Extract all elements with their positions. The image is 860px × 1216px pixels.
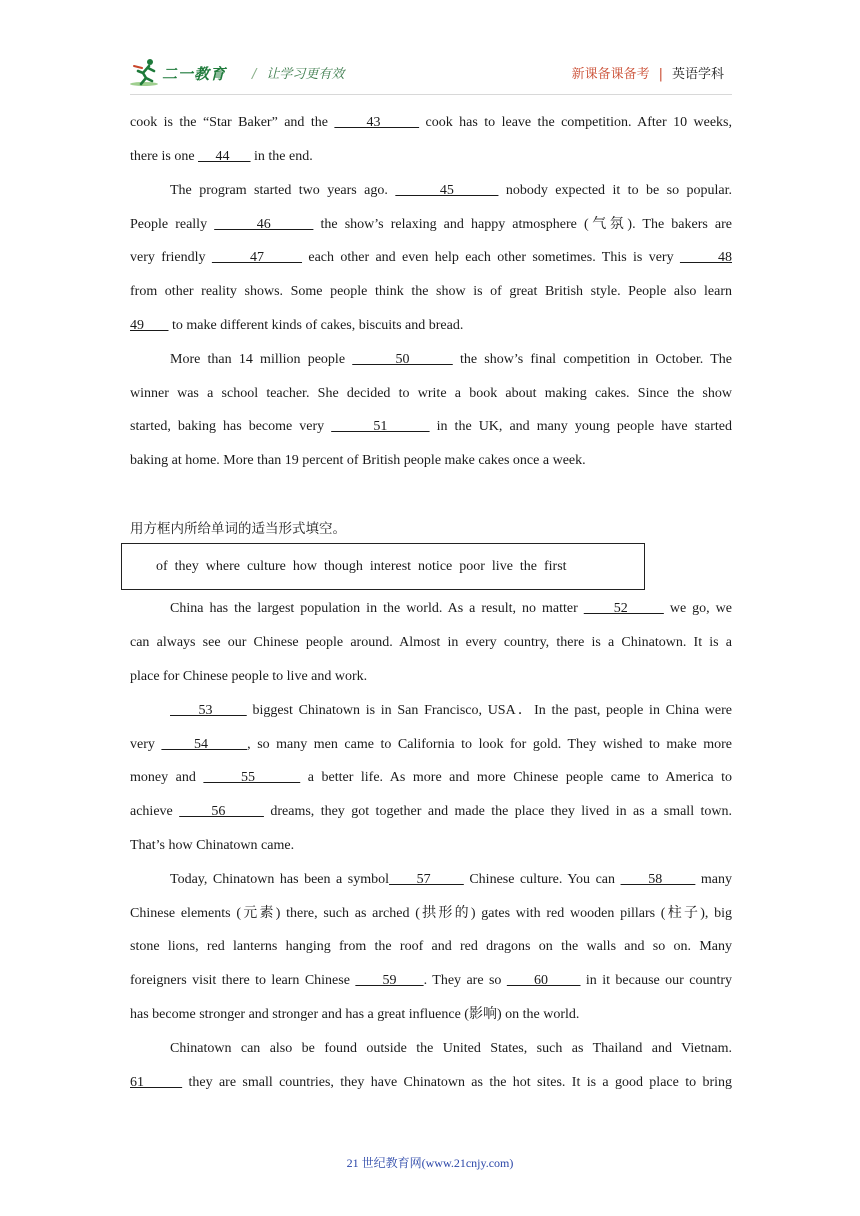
brand-logo (130, 56, 240, 88)
passage2-line-6: money and 55 a better life. As more and more Chinese people came to America to (130, 770, 733, 785)
blank-43: 43 (334, 115, 420, 130)
blank-61: 61 (130, 1075, 183, 1090)
passage1-line-11: baking at home. More than 19 percent of British people make cakes once a week. (130, 453, 586, 468)
blank-46: 46 (214, 217, 314, 232)
blank-55: 55 (203, 770, 301, 785)
subject-label: 英语学科 (671, 67, 724, 82)
passage1-line-4: People really 46 the show’s relaxing and happy atmosphere (气氛). The bakers are (130, 217, 733, 232)
passage2-line-14: Chinatown can also be found outside the United States, such as Thailand and Vietnam. (170, 1041, 732, 1056)
slash-divider: / (252, 67, 257, 82)
blank-44: 44 (198, 149, 251, 164)
passage1-line-9: winner was a school teacher. She decided to write a book about making cakes. Since the show (130, 386, 732, 401)
passage2-line-7: achieve 56 dreams, they got together and made the place they lived in as a small town. (130, 804, 733, 819)
blank-51: 51 (331, 419, 430, 434)
blank-54: 54 (161, 737, 248, 752)
word-box (121, 543, 645, 590)
blank-48: 48 (679, 250, 732, 265)
passage1-line-6: from other reality shows. Some people think the show is of great British style. People also learn (130, 284, 732, 299)
passage2-line-1: China has the largest population in the world. As a result, no matter 52 we go, we (170, 601, 733, 616)
blank-50: 50 (352, 352, 453, 367)
header-divider (130, 94, 732, 95)
passage2-line-9: Today, Chinatown has been a symbol 57 Chinese culture. You can 58 many (170, 872, 732, 887)
passage2-line-5: very 54 , so many men came to California to look for gold. They wished to make more (130, 737, 732, 752)
passage2-line-15: 61 they are small countries, they have Chinatown as the hot sites. It is a good place to bring (130, 1075, 732, 1090)
slogan (252, 63, 344, 82)
running-figure-icon (130, 56, 162, 88)
passage1-line-3: The program started two years ago. 45 nobody expected it to be so popular. (170, 183, 733, 198)
blank-53: 53 (170, 703, 247, 718)
passage2-line-12: foreigners visit there to learn Chinese 59 . They are so 60 in it because our country (130, 973, 733, 988)
header-separator: | (658, 67, 663, 82)
exam-label: 新课备课备考 (571, 67, 650, 82)
passage2-line-4: 53 biggest Chinatown is in San Francisco, USA．In the past, people in China were (170, 703, 732, 718)
blank-47: 47 (211, 250, 303, 265)
passage1-line-10: started, baking has become very 51 in the UK, and many young people have started (130, 419, 733, 434)
passage2-line-10: Chinese elements (元素) there, such as arched (拱形的) gates with red wooden pillars (柱子), big (130, 906, 732, 921)
passage2-line-8: That’s how Chinatown came. (130, 838, 295, 853)
passage2-line-2: can always see our Chinese people around. Almost in every country, there is a Chinatown. It is a (130, 635, 732, 650)
passage1-line-5: very friendly 47 each other and even help each other sometimes. This is very 48 (130, 250, 732, 265)
passage1-line-8: More than 14 million people 50 the show’s final competition in October. The (170, 352, 732, 367)
slogan-text: 让学习更有效 (266, 67, 345, 82)
blank-52: 52 (583, 601, 664, 616)
blank-45: 45 (395, 183, 499, 198)
blank-59: 59 (355, 973, 424, 988)
passage2-line-3: place for Chinese people to live and work. (130, 669, 368, 684)
passage1-line-7: 49 to make different kinds of cakes, biscuits and bread. (130, 318, 464, 333)
instruction-text: 用方框内所给单词的适当形式填空。 (130, 521, 346, 537)
blank-58: 58 (620, 872, 696, 887)
page-header (130, 52, 732, 92)
brand-name: 二一教育 (162, 65, 227, 83)
passage1-line-1: cook is the “Star Baker” and the 43 cook has to leave the competition. After 10 weeks, (130, 115, 732, 130)
passage2-line-11: stone lions, red lanterns hanging from the roof and red dragons on the walls and so on. Many (130, 939, 732, 954)
header-right (572, 63, 724, 82)
blank-60: 60 (506, 973, 581, 988)
page-footer: 21 世纪教育网(www.21cnjy.com) (346, 1156, 514, 1170)
word-box-words: of they where culture how though interest notice poor live the first (156, 559, 567, 574)
passage1-line-2: there is one 44 in the end. (130, 149, 313, 164)
passage2-line-13: has become stronger and stronger and has a great influence (影响) on the world. (130, 1007, 580, 1022)
blank-57: 57 (389, 872, 464, 887)
blank-56: 56 (179, 804, 264, 819)
blank-49: 49 (130, 318, 169, 333)
